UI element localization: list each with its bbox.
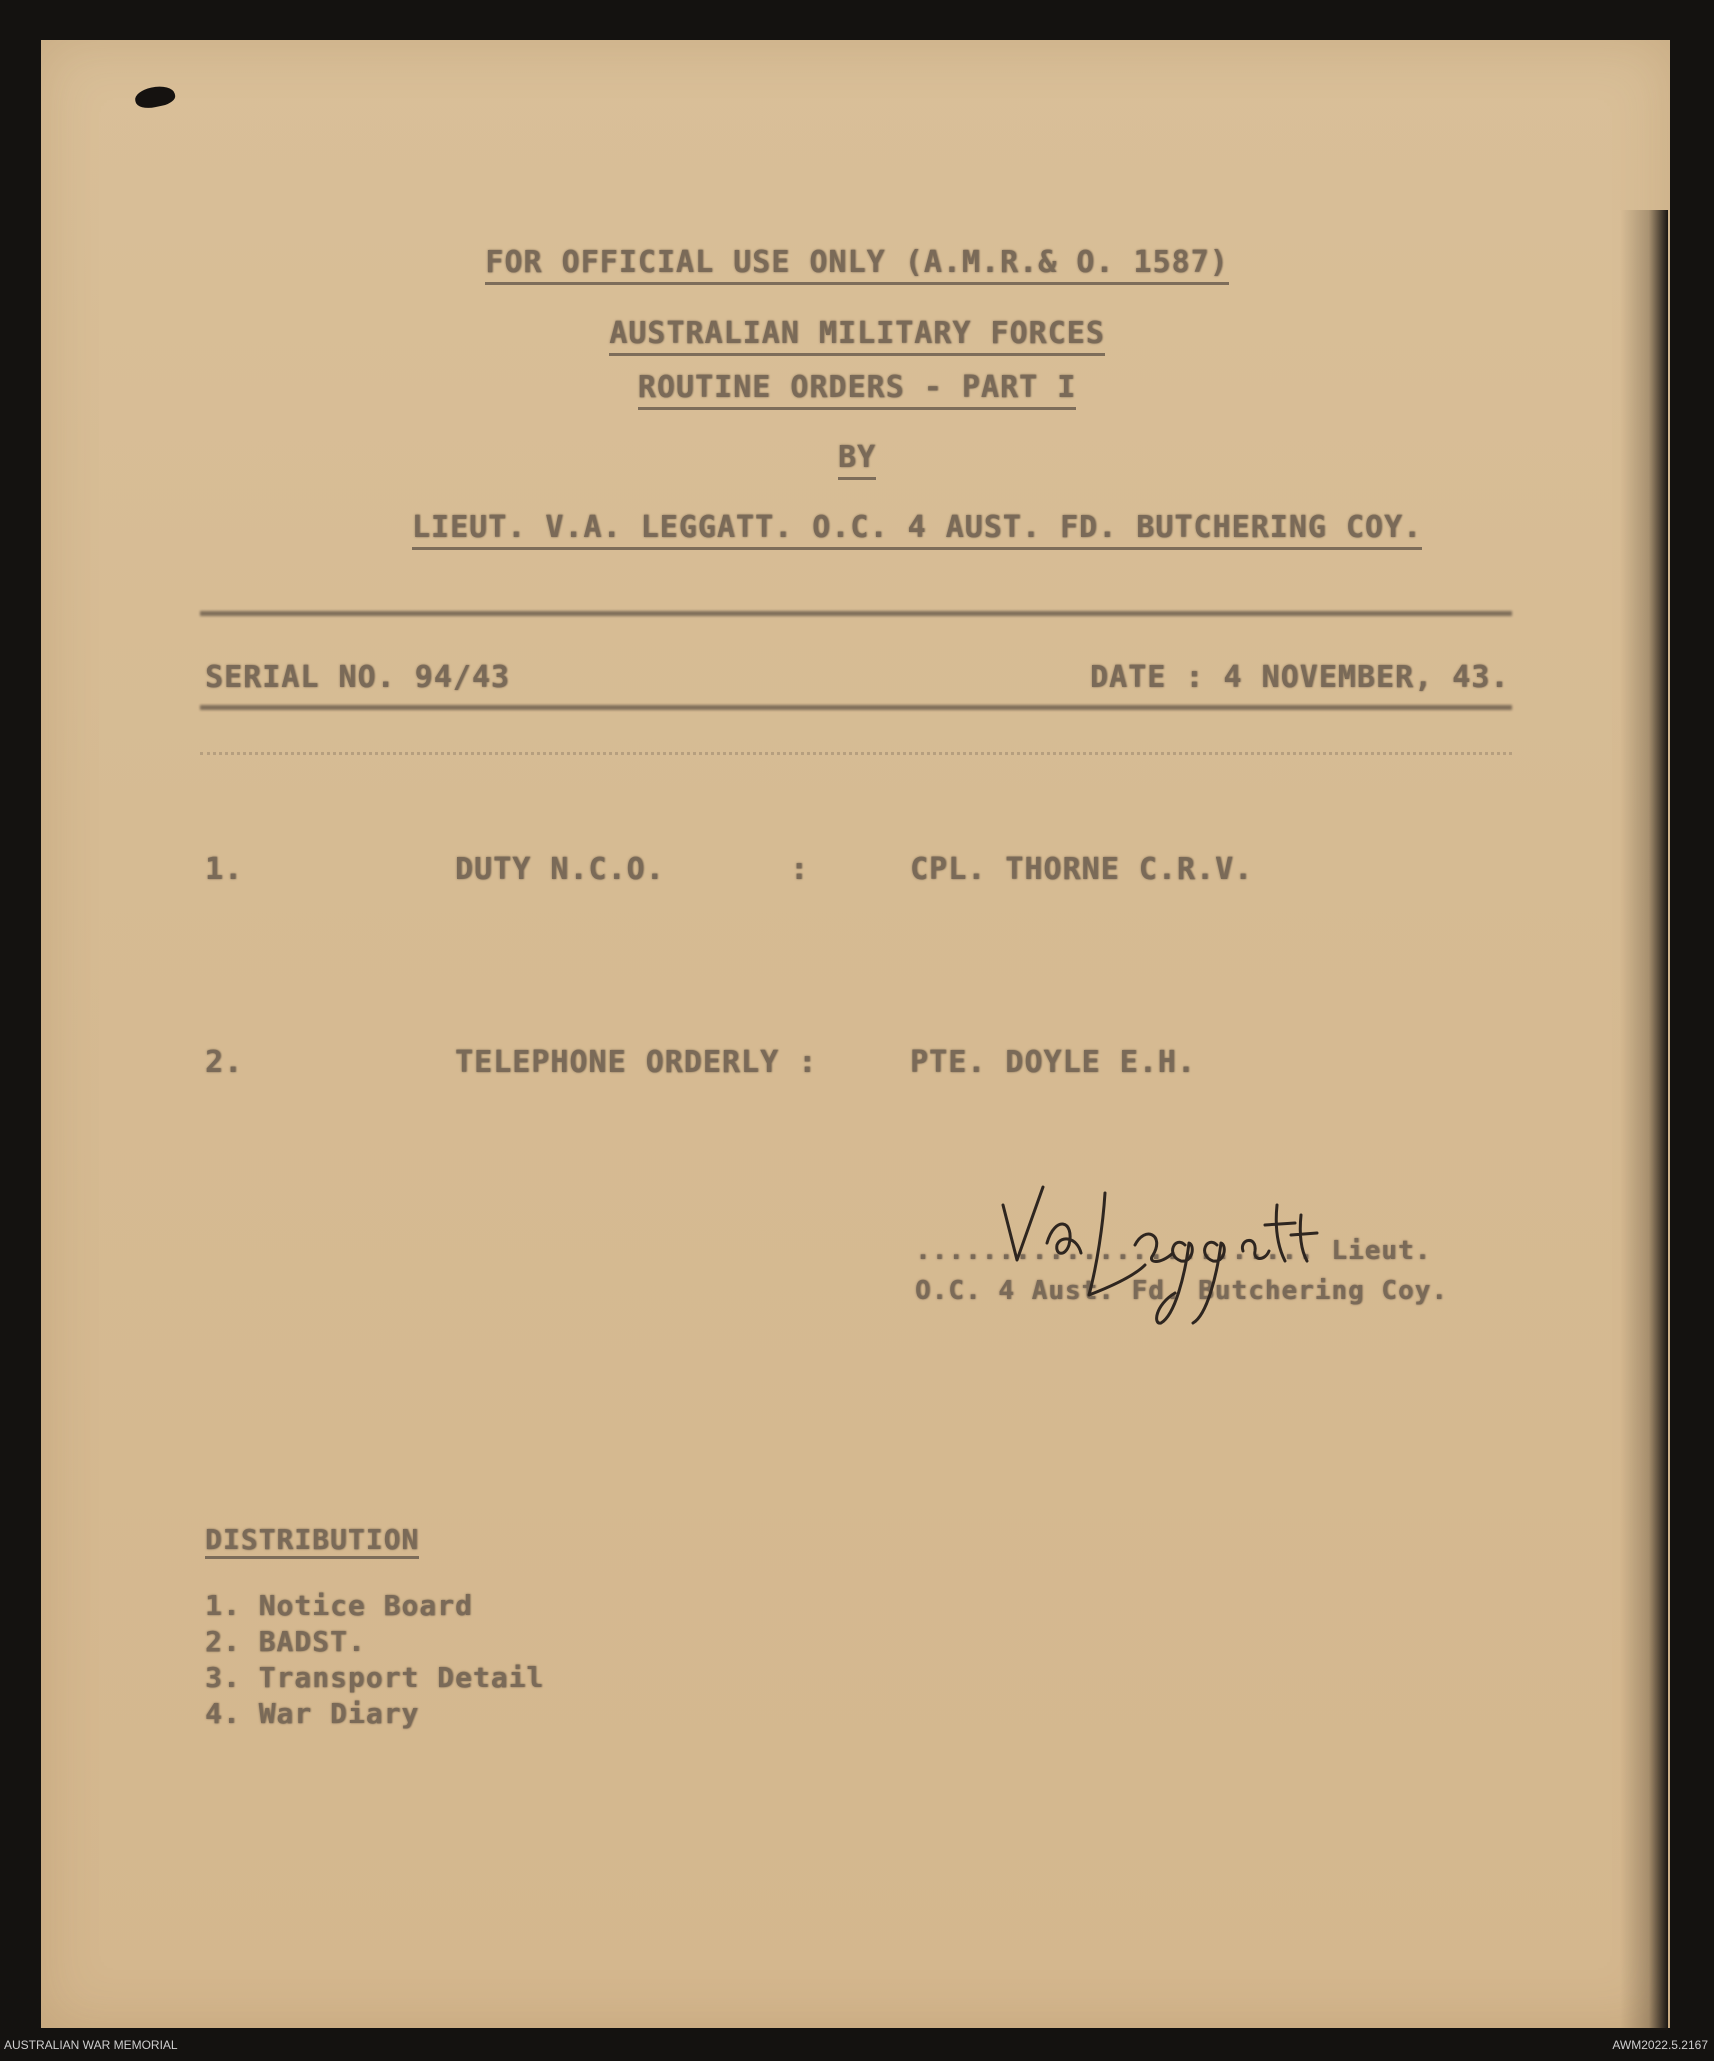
distribution-entry: 1. Notice Board	[205, 1589, 473, 1622]
archive-credit: AUSTRALIAN WAR MEMORIAL	[4, 2038, 178, 2052]
orders-title-line	[0, 370, 1714, 405]
item-2-label: TELEPHONE ORDERLY :	[455, 1045, 818, 1080]
classification-text: FOR OFFICIAL USE ONLY (A.M.R.& O. 1587)	[485, 245, 1228, 285]
by-text: BY	[838, 440, 876, 480]
signature-dots-line: ........................ Lieut.	[915, 1236, 1432, 1266]
item-2-value: PTE. DOYLE E.H.	[910, 1045, 1196, 1080]
handwritten-signature	[985, 1165, 1330, 1330]
issuer-line	[60, 510, 1714, 545]
serial-number: SERIAL NO. 94/43	[205, 660, 510, 695]
organisation-line	[0, 316, 1714, 351]
item-1-separator: :	[790, 852, 810, 887]
paper-edge-shadow	[1620, 210, 1668, 2030]
distribution-entry: 3. Transport Detail	[205, 1661, 545, 1694]
item-1-number: 1.	[205, 852, 244, 887]
dotted-divider	[200, 752, 1512, 755]
orders-title-text: ROUTINE ORDERS - PART I	[638, 370, 1076, 410]
issuer-text: LIEUT. V.A. LEGGATT. O.C. 4 AUST. FD. BUTCHERING COY.	[412, 510, 1422, 550]
by-line	[0, 440, 1714, 475]
item-1-value: CPL. THORNE C.R.V.	[910, 852, 1254, 887]
bottom-rule	[200, 705, 1512, 710]
item-2-number: 2.	[205, 1045, 244, 1080]
signature-title-line: O.C. 4 Aust. Fd. Butchering Coy.	[915, 1276, 1448, 1306]
item-1-label: DUTY N.C.O.	[455, 852, 665, 887]
distribution-entry: 2. BADST.	[205, 1625, 366, 1658]
archive-reference: AWM2022.5.2167	[1612, 2038, 1708, 2052]
top-rule	[200, 611, 1512, 616]
classification-line	[0, 245, 1714, 280]
distribution-heading: DISTRIBUTION	[205, 1522, 419, 1558]
order-date: DATE : 4 NOVEMBER, 43.	[1090, 660, 1510, 695]
distribution-entry: 4. War Diary	[205, 1697, 420, 1730]
organisation-text: AUSTRALIAN MILITARY FORCES	[609, 316, 1105, 356]
